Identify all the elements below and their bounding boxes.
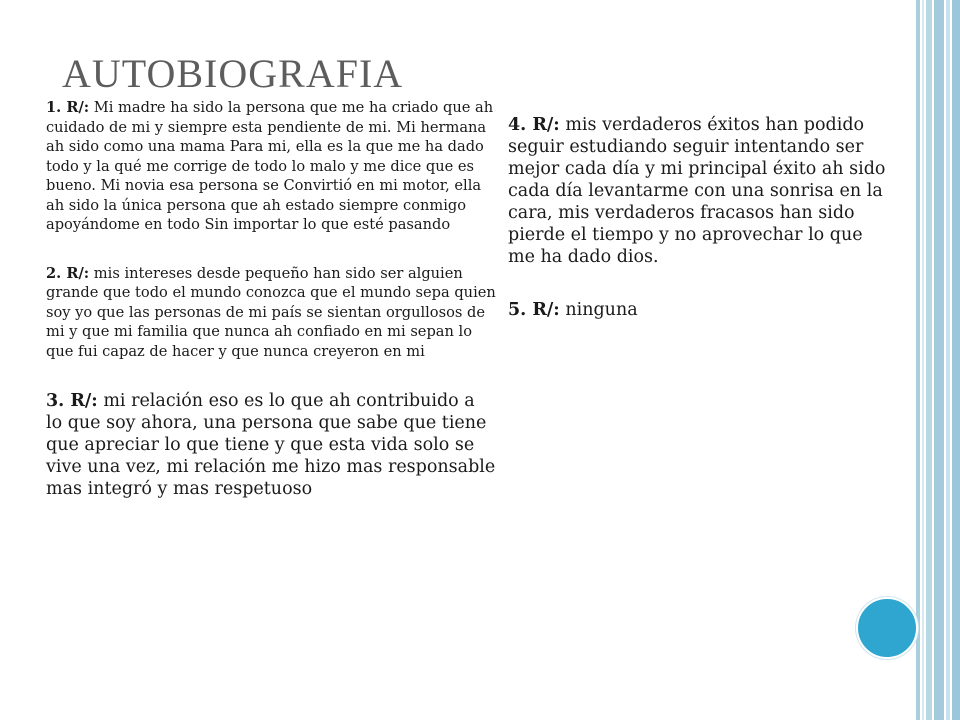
stripe [946,0,950,720]
answer-2-number: 2. R/: [46,264,90,282]
answer-4-text: mis verdaderos éxitos han podido seguir estudiando seguir intentando ser mejor cada día y mi principal éxito ah sido cada día levantarme con una sonrisa en la cara, mis verdaderos fracasos han sido pierde el tiempo y no aprovechar lo que me ha dado dios. [508,115,886,267]
accent-circle-icon [856,597,918,659]
answer-1-text: Mi madre ha sido la persona que me ha criado que ah cuidado de mi y siempre esta pendiente de mi. Mi hermana ah sido como una mama Para mi, ella es la que me ha dado todo y la qué me corrige de todo lo malo y me dice que es bueno. Mi novia esa persona se Convirtió en mi motor, ella ah sido la única persona que ah estado siempre conmigo apoyándome en todo Sin importar lo que esté pasando [46,99,494,233]
answer-3 [46,390,496,500]
answer-2 [46,264,496,362]
answer-3-number: 3. R/: [46,391,98,411]
stripe [934,0,944,720]
answer-4 [508,114,888,268]
answer-3-text: mi relación eso es lo que ah contribuido a lo que soy ahora, una persona que sabe que tiene que apreciar lo que tiene y que esta vida solo se vive una vez, mi relación me hizo mas responsable mas integró y mas respetuoso [46,391,496,499]
stripe [922,0,924,720]
answer-1 [46,98,496,235]
stripe [952,0,960,720]
slide-title: AUTOBIOGRAFIA [62,51,404,96]
left-column [46,98,496,500]
answer-5-number: 5. R/: [508,300,560,320]
answer-5-text: ninguna [559,300,638,320]
answer-1-number: 1. R/: [46,99,90,116]
stripe [916,0,920,720]
answer-2-text: mis intereses desde pequeño han sido ser alguien grande que todo el mundo conozca que el mundo sepa quien soy yo que las personas de mi país se sientan orgullosos de mi y que mi familia que nunca ah confiado en mi sepan lo que fui capaz de hacer y que nunca creyeron en mi [46,264,496,360]
stripe [926,0,932,720]
right-column [508,114,888,321]
answer-4-number: 4. R/: [508,115,560,135]
answer-5 [508,299,888,321]
vertical-stripes-decoration [916,0,960,720]
